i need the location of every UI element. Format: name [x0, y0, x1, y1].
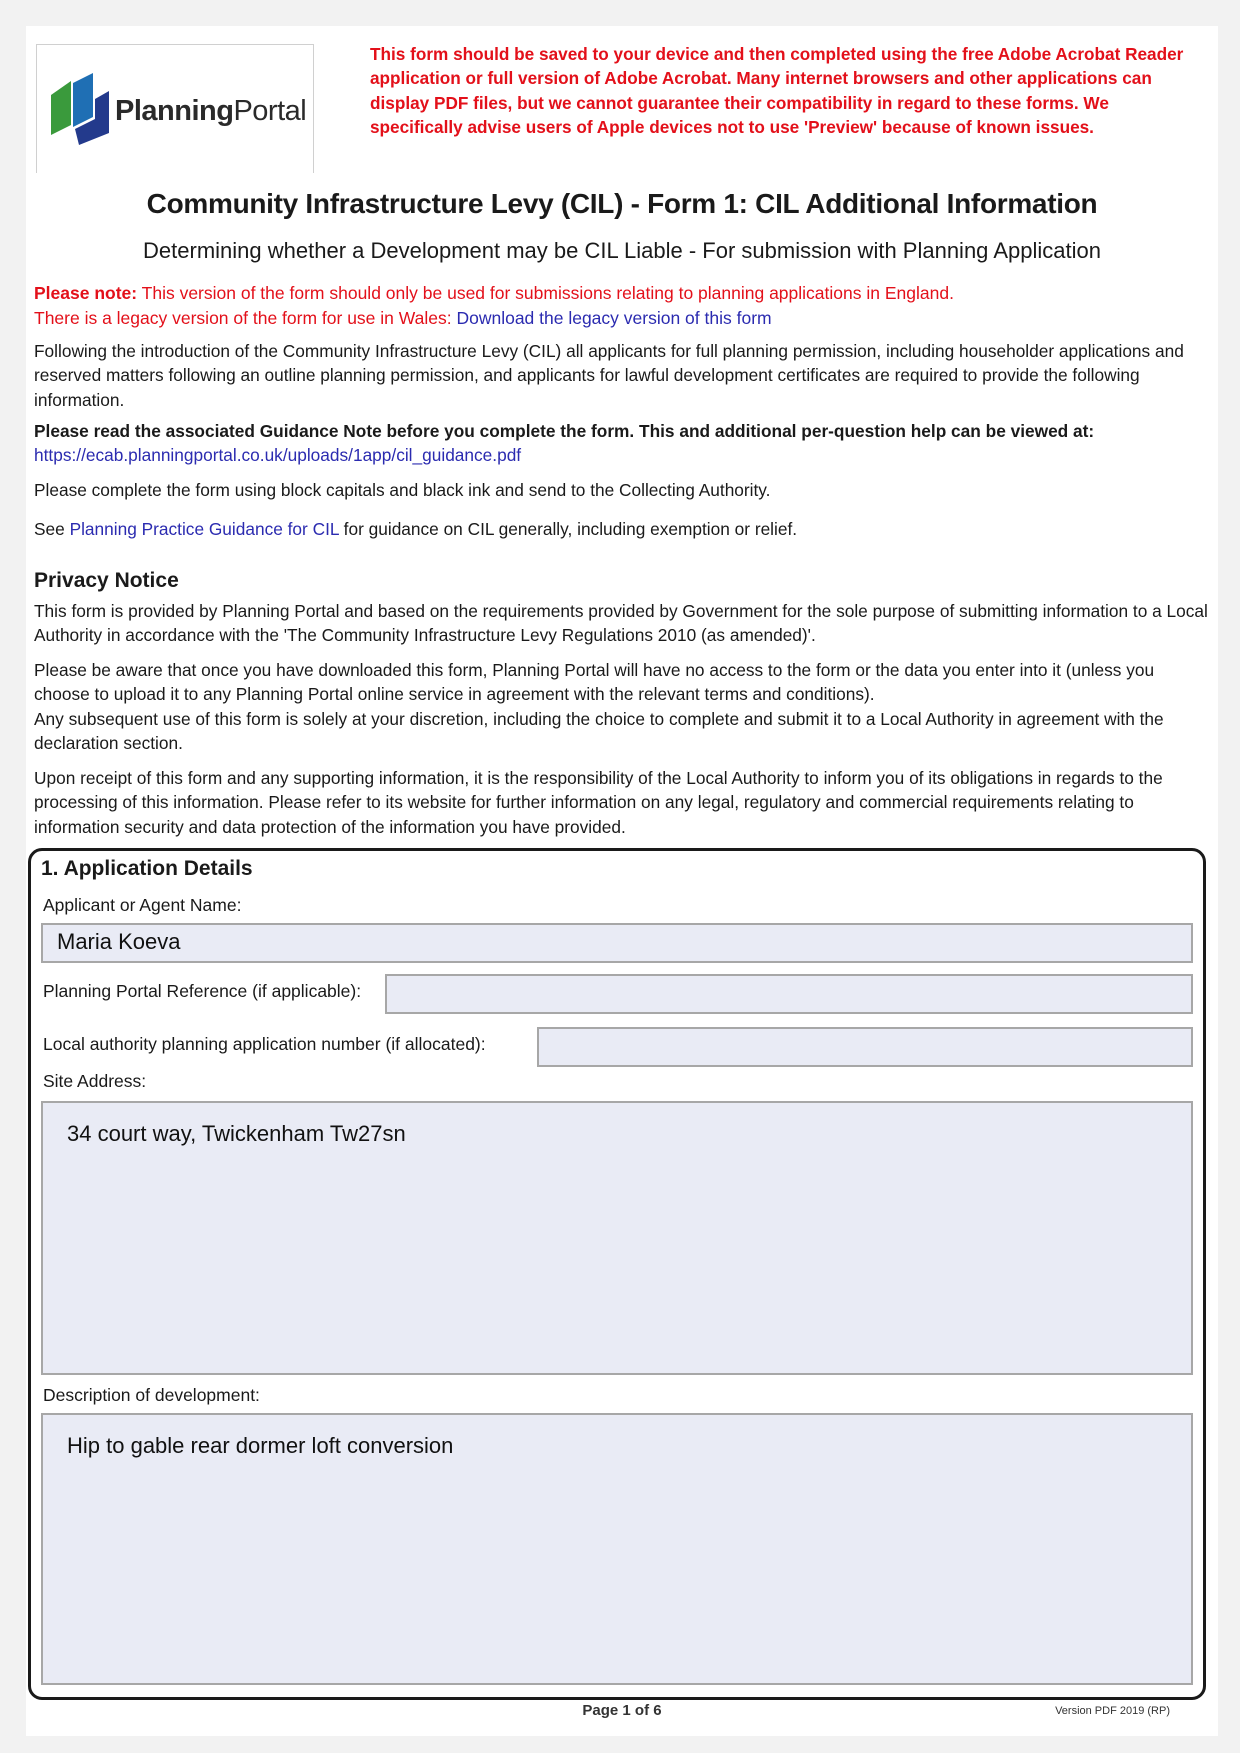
- form-page: [26, 26, 1218, 1736]
- form-subtitle: Determining whether a Development may be CIL Liable - For submission with Planning Application: [143, 238, 1101, 263]
- privacy-notice-heading: Privacy Notice: [34, 569, 179, 592]
- site-address-field[interactable]: 34 court way, Twickenham Tw27sn: [41, 1101, 1193, 1375]
- see-guidance: See Planning Practice Guidance for CIL for guidance on CIL generally, including exemption or relief.: [34, 519, 798, 539]
- note-text: This version of the form should only be used for submissions relating to planning applications in England.: [137, 283, 954, 303]
- version-label: Version PDF 2019 (RP): [1055, 1705, 1170, 1717]
- privacy-paragraph-3: Any subsequent use of this form is solely at your discretion, including the choice to complete and submit it to a Local Authority in agreement with the declaration section.: [34, 709, 1164, 754]
- guidance-paragraph: [34, 419, 1210, 468]
- ppg-cil-link[interactable]: Planning Practice Guidance for CIL: [69, 519, 339, 539]
- application-details-section: [28, 848, 1206, 1700]
- applicant-label: Applicant or Agent Name:: [43, 895, 242, 915]
- page-number: Page 1 of 6: [582, 1702, 662, 1719]
- portal-reference-label: Planning Portal Reference (if applicable):: [43, 981, 362, 1001]
- guidance-text: Please read the associated Guidance Note before you complete the form. This and additional per-question help can be viewed at:: [34, 421, 1095, 441]
- planning-portal-logo: [36, 44, 314, 173]
- legacy-form-link[interactable]: Download the legacy version of this form: [456, 308, 772, 328]
- note-label: Please note:: [34, 283, 138, 303]
- privacy-paragraph-1: This form is provided by Planning Portal and based on the requirements provided by Government for the sole purpose of submitting information to a Local Authority in accordance with the 'The Community Infrastructure Levy Regulations 2010 (as amended)'.: [34, 601, 1208, 646]
- privacy-paragraph-2: Please be aware that once you have downloaded this form, Planning Portal will have no access to the form or the data you enter into it (unless you choose to upload it to any Planning Portal online service in agreement with the relevant terms and conditions).: [34, 660, 1155, 705]
- description-field[interactable]: Hip to gable rear dormer loft conversion: [41, 1413, 1193, 1685]
- portal-reference-field[interactable]: [385, 974, 1193, 1014]
- legacy-text: There is a legacy version of the form for use in Wales:: [34, 308, 457, 328]
- applicant-name-field[interactable]: Maria Koeva: [41, 923, 1193, 963]
- complete-instructions: Please complete the form using block capitals and black ink and send to the Collecting Authority.: [34, 480, 771, 500]
- please-note: [34, 281, 954, 331]
- site-address-label: Site Address:: [43, 1071, 147, 1091]
- planning-portal-logo-icon: [51, 73, 111, 145]
- privacy-paragraph-4: Upon receipt of this form and any supporting information, it is the responsibility of the Local Authority to inform you of its obligations in regards to the processing of this information. Please refer to its website for further information on any legal, regulatory and commercial requirements relating to information security and data protection of the information you have provided.: [34, 768, 1163, 837]
- section-title: 1. Application Details: [41, 857, 253, 880]
- description-label: Description of development:: [43, 1385, 260, 1405]
- la-number-label: Local authority planning application number (if allocated):: [43, 1034, 486, 1054]
- adobe-warning: This form should be saved to your device and then completed using the free Adobe Acrobat Reader application or full version of Adobe Acrobat. Many internet browsers and other applications can display PDF files, but we cannot guarantee their compatibility in regard to these forms. We specifically advise users of Apple devices not to use 'Preview' because of known issues.: [370, 44, 1184, 137]
- intro-paragraph: Following the introduction of the Community Infrastructure Levy (CIL) all applicants for full planning permission, including householder applications and reserved matters following an outline planning permission, and applicants for lawful development certificates are required to provide the following information.: [34, 341, 1184, 410]
- logo-wordmark: PlanningPortal: [115, 95, 307, 127]
- la-number-field[interactable]: [537, 1027, 1193, 1067]
- guidance-link[interactable]: https://ecab.planningportal.co.uk/uploads/1app/cil_guidance.pdf: [34, 445, 522, 466]
- form-title: Community Infrastructure Levy (CIL) - Form 1: CIL Additional Information: [146, 188, 1098, 219]
